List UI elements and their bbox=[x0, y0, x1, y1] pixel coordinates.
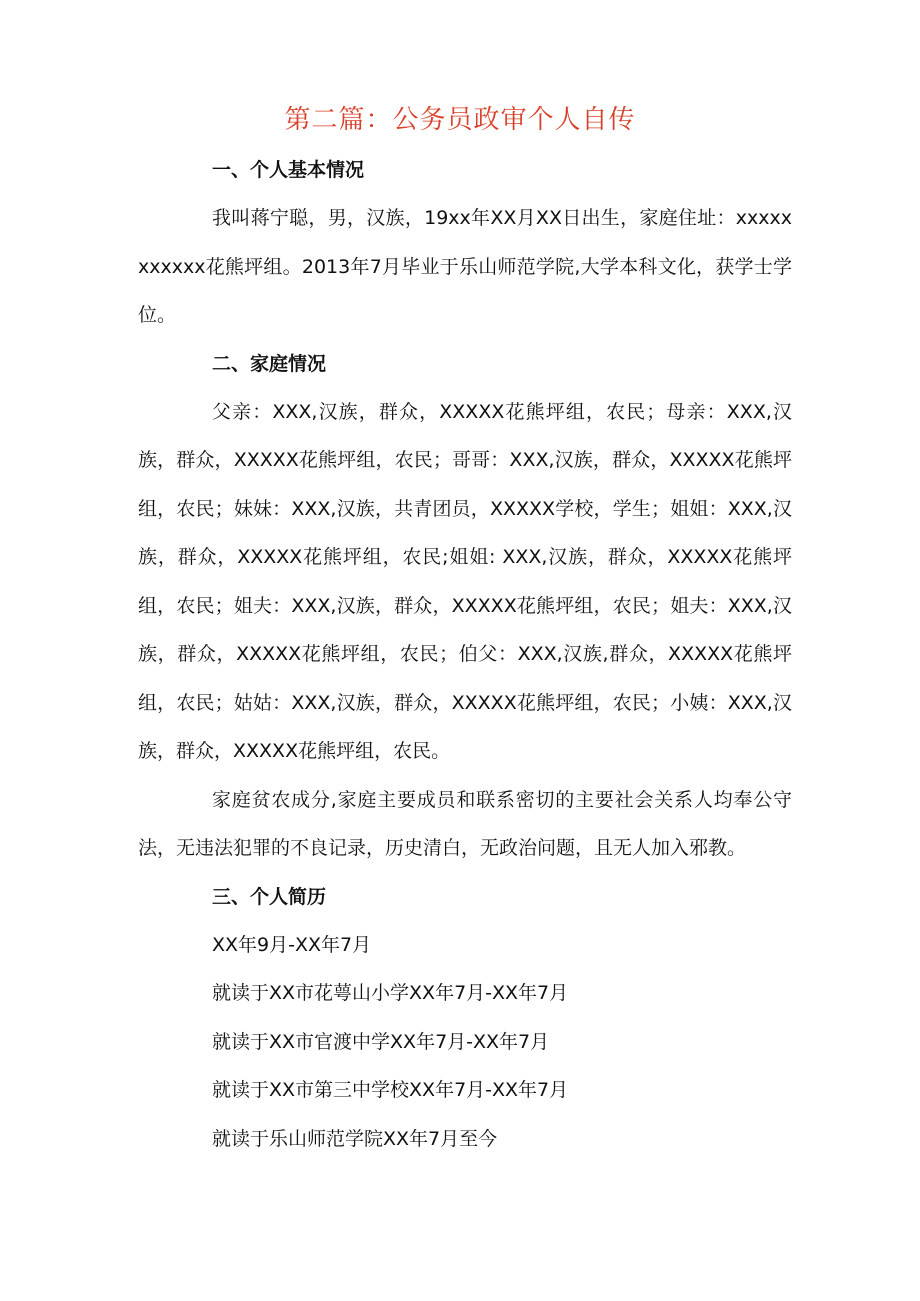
document-body bbox=[138, 146, 792, 1163]
resume-line: 就读于XX市官渡中学XX年7月-XX年7月 bbox=[212, 1030, 550, 1053]
resume-line: 就读于XX市第三中学校XX年7月-XX年7月 bbox=[212, 1079, 569, 1101]
section-heading-resume: 三、个人简历 bbox=[212, 885, 327, 908]
document-title: 第二篇：公务员政审个人自传 bbox=[284, 105, 636, 135]
basic-info-paragraph: 我叫蒋宁聪，男，汉族，19xx年XX月XX日出生，家庭住址：xxxxxxxxxxx花熊坪组。2013年7月毕业于乐山师范学院,大学本科文化，获学士学位。 bbox=[138, 207, 792, 326]
family-background-paragraph: 家庭贫农成分,家庭主要成员和联系密切的主要社会关系人均奉公守法，无违法犯罪的不良记录，历史清白，无政治问题，且无人加入邪教。 bbox=[138, 788, 792, 859]
section-heading-family: 二、家庭情况 bbox=[212, 352, 327, 375]
resume-line: 就读于乐山师范学院XX年7月至今 bbox=[212, 1127, 498, 1150]
section-heading-basic-info: 一、个人基本情况 bbox=[212, 159, 365, 181]
resume-line: XX年9月-XX年7月 bbox=[212, 933, 372, 956]
family-members-paragraph: 父亲：XXX,汉族，群众，XXXXX花熊坪组，农民；母亲：XXX,汉族，群众，XXXXX花熊坪组，农民；哥哥：XXX,汉族，群众，XXXXX花熊坪组，农民；妹妹：XXX,汉族，共青团员，XXXXX学校，学生；姐姐：XXX,汉族，群众，XXXXX花熊坪组，农民;姐姐: XXX,汉族，群众，XXXXX花熊坪组，农民；姐夫：XXX,汉族，群众，XXXXX花熊坪组，农民；姐夫：XXX,汉族，群众，XXXXX花熊坪组，农民；伯父：XXX,汉族,群众，XXXXX花熊坪组，农民；姑姑：XXX,汉族，群众，XXXXX花熊坪组，农民；小姨：XXX,汉族，群众，XXXXX花熊坪组，农民。 bbox=[138, 400, 792, 762]
resume-line: 就读于XX市花萼山小学XX年7月-XX年7月 bbox=[212, 982, 569, 1004]
